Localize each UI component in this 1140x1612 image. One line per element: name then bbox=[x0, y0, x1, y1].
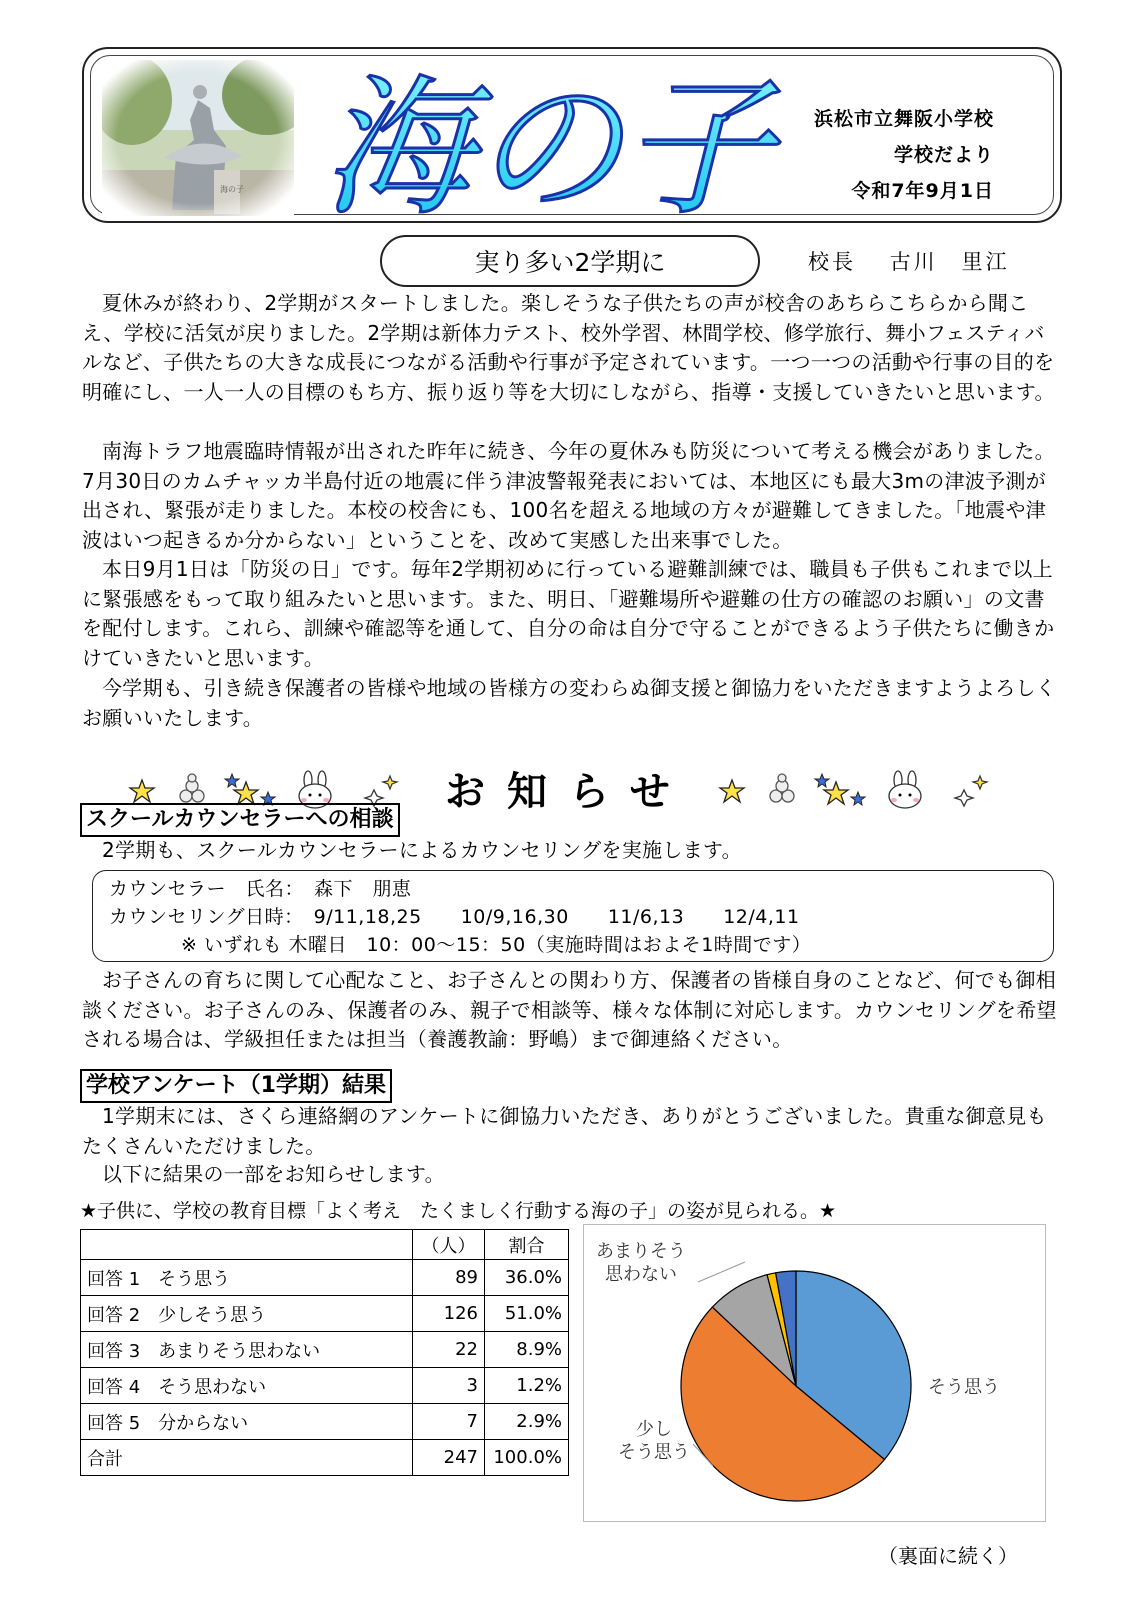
table-cell-answer: 回答 4 そう思わない bbox=[81, 1368, 413, 1404]
table-cell-ratio: 36.0% bbox=[485, 1260, 569, 1296]
table-cell-answer: 回答 3 あまりそう思わない bbox=[81, 1332, 413, 1368]
table-cell-count: 89 bbox=[413, 1260, 485, 1296]
article-paragraph-2: 南海トラフ地震臨時情報が出された昨年に続き、今年の夏休みも防災について考える機会がありました。7月30日のカムチャッカ半島付近の地震に伴う津波警報発表においては、本地区にも最大3mの津波予測が出され、緊張が走りました。本校の校舎にも、100名を超える地域の方々が避難してきました。「地震や津波はいつ起きるか分からない」ということを、改めて実感した出来事でした。 bbox=[82, 439, 1055, 552]
counselor-info-box bbox=[92, 870, 1054, 962]
article-author: 校長 古川 里江 bbox=[808, 250, 1010, 274]
table-row bbox=[81, 1260, 569, 1296]
table-header-cell: （人） bbox=[413, 1230, 485, 1260]
pie-label-s2-line1: 少し bbox=[636, 1419, 672, 1440]
counselor-heading: スクールカウンセラーへの相談 bbox=[80, 803, 400, 837]
issue-date: 令和7年9月1日 bbox=[851, 180, 994, 202]
table-cell-ratio: 2.9% bbox=[485, 1404, 569, 1440]
table-cell-answer: 回答 5 分からない bbox=[81, 1404, 413, 1440]
table-cell-ratio: 100.0% bbox=[485, 1440, 569, 1476]
table-row bbox=[81, 1332, 569, 1368]
counselor-name-line: カウンセラー 氏名： 森下 朋恵 bbox=[109, 878, 412, 900]
table-cell-count: 3 bbox=[413, 1368, 485, 1404]
survey-table bbox=[80, 1229, 569, 1476]
article-paragraph-4: 今学期も、引き続き保護者の皆様や地域の皆様方の変わらぬ御支援と御協力をいただきますようよろしくお願いいたします。 bbox=[82, 676, 1057, 730]
decoration-right bbox=[718, 770, 1008, 810]
table-row bbox=[81, 1404, 569, 1440]
survey-paragraph-1: 1学期末には、さくら連絡網のアンケートに御協力いただき、ありがとうございました。貴重な御意見もたくさんいただけました。 bbox=[82, 1104, 1047, 1158]
notices-heading: お知らせ bbox=[445, 769, 692, 815]
continued-note: （裏面に続く） bbox=[878, 1544, 1018, 1568]
table-header-cell bbox=[81, 1230, 413, 1260]
table-cell-ratio: 1.2% bbox=[485, 1368, 569, 1404]
pie-label-s3-line1: あまりそう bbox=[596, 1241, 686, 1262]
school-name: 浜松市立舞阪小学校 bbox=[813, 108, 994, 130]
table-header-cell: 割合 bbox=[485, 1230, 569, 1260]
table-cell-answer: 合計 bbox=[81, 1440, 413, 1476]
table-cell-count: 126 bbox=[413, 1296, 485, 1332]
table-cell-ratio: 8.9% bbox=[485, 1332, 569, 1368]
statue-photo bbox=[102, 60, 294, 216]
table-cell-answer: 回答 2 少しそう思う bbox=[81, 1296, 413, 1332]
pie-label-s3 bbox=[596, 1240, 686, 1286]
table-cell-count: 7 bbox=[413, 1404, 485, 1440]
table-header-row bbox=[81, 1230, 569, 1260]
table-cell-ratio: 51.0% bbox=[485, 1296, 569, 1332]
newsletter-name: 学校だより bbox=[893, 144, 994, 166]
survey-paragraph-2: 以下に結果の一部をお知らせします。 bbox=[102, 1162, 445, 1186]
pie-label-s2-line2: そう思う bbox=[618, 1442, 690, 1463]
survey-heading: 学校アンケート（1学期）結果 bbox=[80, 1069, 392, 1103]
svg-text:海の子: 海の子 bbox=[322, 62, 773, 220]
pie-leader-line bbox=[698, 1262, 745, 1282]
article-title: 実り多い2学期に bbox=[380, 235, 760, 287]
article-paragraph-1: 夏休みが終わり、2学期がスタートしました。楽しそうな子供たちの声が校舎のあちらこちらから聞こえ、学校に活気が戻りました。2学期は新体力テスト、校外学習、林間学校、修学旅行、舞小フェスティバルなど、子供たちの大きな成長につながる活動や行事が予定されています。一つ一つの活動や行事の目的を明確にし、一人一人の目標のもち方、振り返り等を大切にしながら、指導・支援していきたいと思います。 bbox=[82, 291, 1055, 404]
pie-label-s1: そう思う bbox=[928, 1377, 1000, 1398]
counselor-intro: 2学期も、スクールカウンセラーによるカウンセリングを実施します。 bbox=[102, 838, 742, 862]
counselor-schedule-line: カウンセリング日時： 9/11,18,25 10/9,16,30 11/6,13 12/4,11 bbox=[109, 906, 800, 928]
counselor-body: お子さんの育ちに関して心配なこと、お子さんとの関わり方、保護者の皆様自身のことなど、何でも御相談ください。お子さんのみ、保護者のみ、親子で相談等、様々な体制に対応します。カウンセリングを希望される場合は、学級担任または担当（養護教諭：野嶋）まで御連絡ください。 bbox=[82, 968, 1057, 1051]
article-paragraph-3: 本日9月1日は「防災の日」です。毎年2学期初めに行っている避難訓練では、職員も子供もこれまで以上に緊張感をもって取り組みたいと思います。また、明日、「避難場所や避難の仕方の確認のお願い」の文書を配付します。これら、訓練や確認等を通して、自分の命は自分で守ることができるよう子供たちに働きかけていきたいと思います。 bbox=[82, 557, 1055, 670]
pie-label-s3-line2: 思わない bbox=[605, 1264, 677, 1285]
survey-question: ★子供に、学校の教育目標「よく考え たくましく行動する海の子」の姿が見られる。★ bbox=[80, 1200, 837, 1222]
table-cell-count: 22 bbox=[413, 1332, 485, 1368]
counselor-note-line: ※ いずれも 木曜日 10：00～15：50（実施時間はおよそ1時間です） bbox=[181, 934, 812, 956]
table-row bbox=[81, 1368, 569, 1404]
table-total-row bbox=[81, 1440, 569, 1476]
masthead-logo bbox=[320, 50, 790, 220]
table-row bbox=[81, 1296, 569, 1332]
table-cell-answer: 回答 1 そう思う bbox=[81, 1260, 413, 1296]
pie-label-s2 bbox=[618, 1418, 690, 1464]
table-cell-count: 247 bbox=[413, 1440, 485, 1476]
